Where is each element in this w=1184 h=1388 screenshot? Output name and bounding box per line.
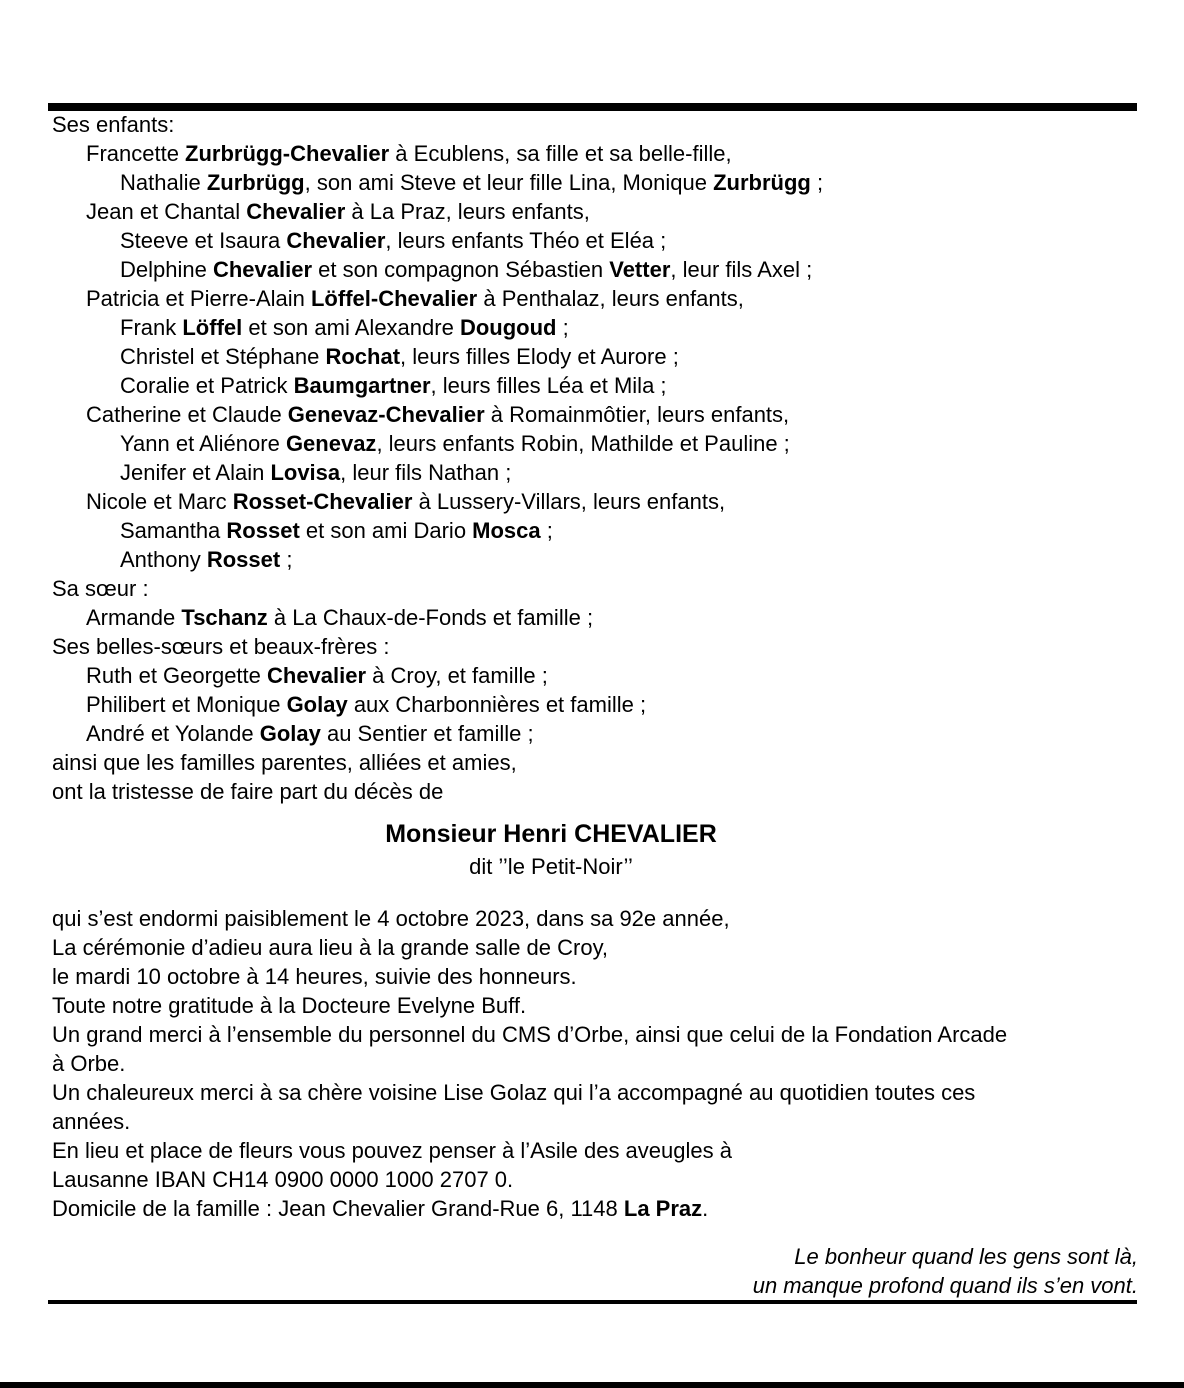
announcement-body (52, 904, 1138, 1223)
text-segment: et son ami Alexandre (242, 315, 460, 340)
text-segment: à Romainmôtier, leurs enfants, (484, 402, 790, 427)
text-segment: Steeve et Isaura (120, 228, 287, 253)
quote-line (52, 1242, 1138, 1271)
family-line (52, 632, 1138, 661)
text-segment: , leurs enfants Robin, Mathilde et Pauline ; (376, 431, 790, 456)
text-segment: aux Charbonnières et famille ; (347, 692, 647, 717)
text-segment: à Ecublens, sa fille et sa belle-fille, (389, 141, 732, 166)
surname-bold: Golay (286, 692, 348, 717)
text-segment: André et Yolande (86, 721, 260, 746)
text-segment: à La Chaux-de-Fonds et famille ; (267, 605, 594, 630)
text-segment: Anthony (120, 547, 207, 572)
text-segment: Samantha (120, 518, 227, 543)
text-segment: Philibert et Monique (86, 692, 287, 717)
text-segment: Coralie et Patrick (120, 373, 294, 398)
body-line (52, 933, 1138, 962)
text-segment: un manque profond quand ils s’en vont. (752, 1273, 1138, 1298)
text-segment: Lausanne IBAN CH14 0900 0000 1000 2707 0. (52, 1167, 514, 1192)
text-segment: Delphine (120, 257, 213, 282)
text-segment: Nathalie (120, 170, 207, 195)
family-line (52, 661, 1138, 690)
family-line (52, 168, 1138, 197)
body-line (52, 1165, 1138, 1194)
text-segment: Christel et Stéphane (120, 344, 326, 369)
family-line (52, 400, 1138, 429)
text-segment: ; (810, 170, 824, 195)
family-line (52, 603, 1138, 632)
deceased-name: Monsieur Henri CHEVALIER (385, 820, 717, 848)
text-segment: Catherine et Claude (86, 402, 288, 427)
body-line (52, 1194, 1138, 1223)
text-segment: Ruth et Georgette (86, 663, 267, 688)
text-segment: Francette (86, 141, 186, 166)
text-segment: Nicole et Marc (86, 489, 233, 514)
family-line (52, 429, 1138, 458)
text-segment: et son compagnon Sébastien (312, 257, 610, 282)
family-line (52, 284, 1138, 313)
text-segment: à Lussery-Villars, leurs enfants, (412, 489, 726, 514)
surname-bold: Rosset-Chevalier (232, 489, 413, 514)
text-segment: et son ami Dario (299, 518, 473, 543)
surname-bold: Mosca (472, 518, 541, 543)
text-segment: , leur fils Nathan ; (340, 460, 512, 485)
text-segment: à Orbe. (52, 1051, 126, 1076)
family-line (52, 458, 1138, 487)
text-segment: le mardi 10 octobre à 14 heures, suivie des honneurs. (52, 964, 577, 989)
family-line (52, 139, 1138, 168)
text-segment: à Croy, et famille ; (366, 663, 548, 688)
family-line (52, 690, 1138, 719)
family-line (52, 777, 1138, 806)
body-line (52, 1107, 1138, 1136)
body-line (52, 1078, 1138, 1107)
surname-bold: Genevaz-Chevalier (287, 402, 485, 427)
surname-bold: Golay (259, 721, 321, 746)
text-segment: Un chaleureux merci à sa chère voisine Lise Golaz qui l’a accompagné au quotidien toutes ces (52, 1080, 976, 1105)
text-segment: Ses enfants: (52, 112, 175, 137)
family-line (52, 371, 1138, 400)
family-line (52, 255, 1138, 284)
text-segment: ont la tristesse de faire part du décès de (52, 779, 444, 804)
body-line (52, 904, 1138, 933)
family-line (52, 719, 1138, 748)
surname-bold: Dougoud (459, 315, 557, 340)
text-segment: , leurs filles Elody et Aurore ; (400, 344, 679, 369)
deceased-nickname: dit ’’le Petit-Noir’’ (469, 854, 633, 879)
text-segment: Toute notre gratitude à la Docteure Evelyne Buff. (52, 993, 527, 1018)
body-line (52, 1020, 1138, 1049)
text-segment: au Sentier et famille ; (320, 721, 534, 746)
surname-bold: Zurbrügg (713, 170, 811, 195)
text-segment: qui s’est endormi paisiblement le 4 octobre 2023, dans sa 92e année, (52, 906, 730, 931)
text-segment: ainsi que les familles parentes, alliées et amies, (52, 750, 517, 775)
family-line (52, 487, 1138, 516)
text-segment: ; (280, 547, 293, 572)
closing-quote (52, 1242, 1138, 1300)
surname-bold: Chevalier (267, 663, 367, 688)
family-line (52, 342, 1138, 371)
text-segment: Domicile de la famille : Jean Chevalier Grand-Rue 6, 1148 (52, 1196, 624, 1221)
text-segment: Jean et Chantal (86, 199, 247, 224)
quote-line (52, 1271, 1138, 1300)
text-segment: à La Praz, leurs enfants, (345, 199, 590, 224)
surname-bold: Chevalier (246, 199, 346, 224)
surname-bold: Zurbrügg-Chevalier (185, 141, 390, 166)
page-edge-rule (0, 1382, 1184, 1388)
text-segment: ; (540, 518, 553, 543)
bottom-rule (48, 1300, 1137, 1304)
text-segment: . (702, 1196, 709, 1221)
text-segment: Patricia et Pierre-Alain (86, 286, 311, 311)
text-segment: Jenifer et Alain (120, 460, 271, 485)
surname-bold: La Praz (623, 1196, 703, 1221)
surname-bold: Chevalier (212, 257, 313, 282)
text-segment: années. (52, 1109, 131, 1134)
surname-bold: Chevalier (286, 228, 386, 253)
family-line (52, 545, 1138, 574)
surname-bold: Tschanz (181, 605, 268, 630)
text-segment: Ses belles-sœurs et beaux-frères : (52, 634, 390, 659)
text-segment: Yann et Aliénore (120, 431, 286, 456)
body-line (52, 991, 1138, 1020)
family-line (52, 110, 1138, 139)
text-segment: Le bonheur quand les gens sont là, (794, 1244, 1138, 1269)
surname-bold: Zurbrügg (206, 170, 305, 195)
text-segment: Un grand merci à l’ensemble du personnel du CMS d’Orbe, ainsi que celui de la Fondation Arcade (52, 1022, 1008, 1047)
surname-bold: Löffel (182, 315, 243, 340)
family-line (52, 226, 1138, 255)
body-line (52, 962, 1138, 991)
text-segment: , leurs enfants Théo et Eléa ; (385, 228, 667, 253)
text-segment: En lieu et place de fleurs vous pouvez penser à l’Asile des aveugles à (52, 1138, 732, 1163)
text-segment: , leurs filles Léa et Mila ; (430, 373, 667, 398)
text-segment: La cérémonie d’adieu aura lieu à la grande salle de Croy, (52, 935, 609, 960)
family-line (52, 748, 1138, 777)
surname-bold: Rosset (226, 518, 300, 543)
family-line (52, 313, 1138, 342)
text-segment: Armande (86, 605, 182, 630)
surname-bold: Rochat (325, 344, 401, 369)
body-line (52, 1049, 1138, 1078)
surname-bold: Genevaz (285, 431, 377, 456)
text-segment: ; (556, 315, 569, 340)
family-line (52, 574, 1138, 603)
surname-bold: Lovisa (270, 460, 341, 485)
family-line (52, 516, 1138, 545)
body-line (52, 1136, 1138, 1165)
surname-bold: Vetter (609, 257, 671, 282)
surname-bold: Baumgartner (293, 373, 431, 398)
surname-bold: Rosset (206, 547, 281, 572)
text-segment: Frank (120, 315, 183, 340)
text-segment: , son ami Steve et leur fille Lina, Monique (304, 170, 714, 195)
family-list (52, 110, 1138, 806)
family-line (52, 197, 1138, 226)
text-segment: Sa sœur : (52, 576, 149, 601)
surname-bold: Löffel-Chevalier (310, 286, 478, 311)
text-segment: à Penthalaz, leurs enfants, (477, 286, 744, 311)
text-segment: , leur fils Axel ; (670, 257, 813, 282)
